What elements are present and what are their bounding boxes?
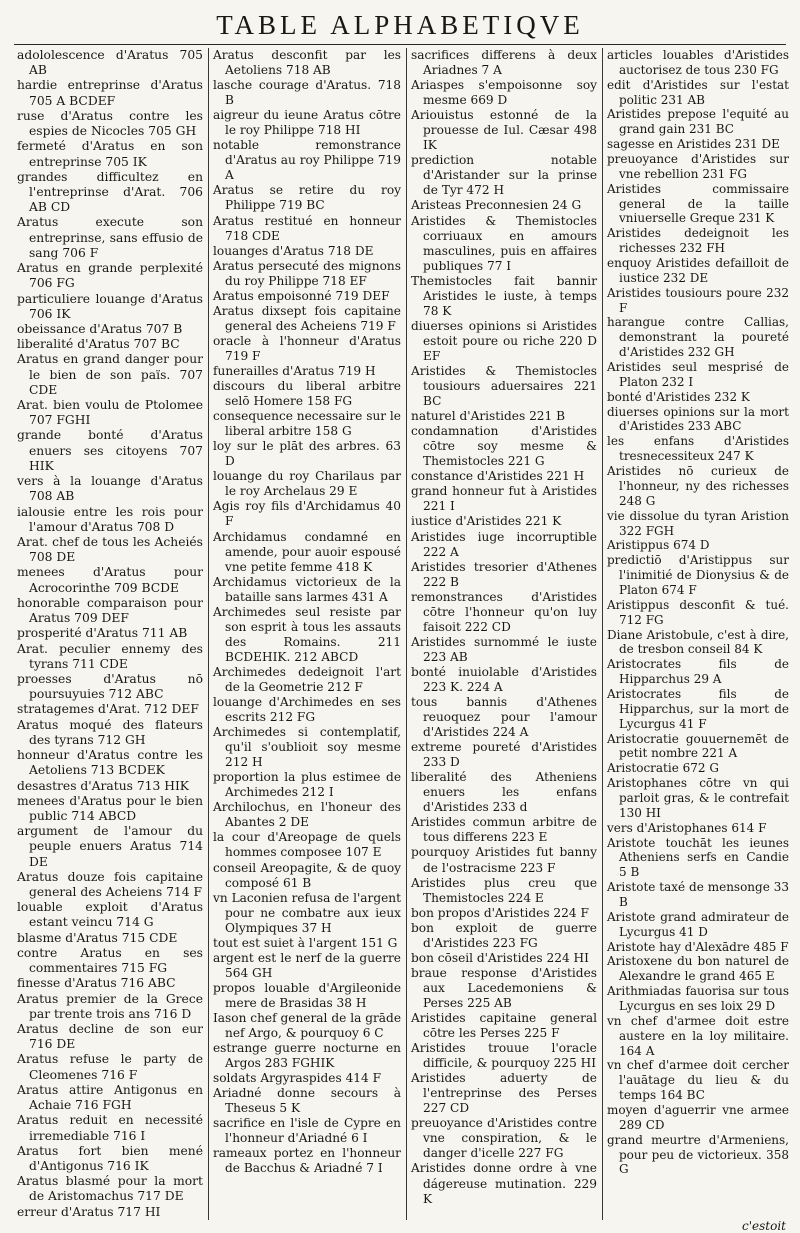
index-entry: blasme d'Aratus 715 CDE	[17, 930, 178, 945]
index-entry: Aristides & Themistocles corriuaux en amours masculines, puis en affaires publiques 77 I	[411, 213, 597, 273]
index-entry: Aratus reduit en necessité irremediable 716 I	[17, 1113, 203, 1143]
index-entry: enquoy Aristides defailloit de iustice 232 DE	[607, 256, 789, 285]
index-entry: discours du liberal arbitre selō Homere 158 FG	[213, 379, 401, 409]
index-entry: loy sur le plāt des arbres. 63 D	[213, 439, 401, 469]
index-entry: bon exploit de guerre d'Aristides 223 FG	[411, 920, 597, 950]
index-entry: conseil Areopagite, & de quoy composé 61 B	[213, 860, 401, 890]
index-entry: menees d'Aratus pour le bien public 714 ABCD	[17, 793, 203, 823]
index-entry: moyen d'aguerrir vne armee 289 CD	[607, 1103, 789, 1132]
index-entry: condamnation d'Aristides cōtre soy mesme & Themistocles 221 G	[411, 424, 597, 469]
index-entry: liberalité d'Aratus 707 BC	[17, 337, 180, 352]
index-entry: Iason chef general de la grāde nef Argo, & pourquoy 6 C	[213, 1011, 401, 1041]
catchword: c'estoit	[742, 1219, 786, 1233]
index-entry: Aratus moqué des flateurs des tyrans 712 GH	[17, 717, 203, 747]
index-entry: hardie entreprinse d'Aratus 705 A BCDEF	[17, 78, 203, 108]
index-entry: grande bonté d'Aratus enuers ses citoyens 707 HIK	[17, 428, 203, 473]
index-entry: aigreur du ieune Aratus cōtre le roy Philippe 718 HI	[213, 108, 401, 138]
index-entry: Diane Aristobule, c'est à dire, de tresbon conseil 84 K	[607, 627, 789, 657]
index-entry: proesses d'Aratus nō poursuyuies 712 ABC	[17, 671, 203, 702]
index-column-2	[210, 48, 404, 1220]
index-entry: Aratus attire Antigonus en Achaie 716 FGH	[17, 1082, 203, 1113]
index-entry: Archimedes dedeignoit l'art de la Geometrie 212 F	[213, 664, 401, 694]
index-entry: preuoyance d'Aristides contre vne conspiration, & le danger d'icelle 227 FG	[411, 1116, 597, 1161]
index-entry: oracle à l'honneur d'Aratus 719 F	[213, 333, 401, 363]
index-entry: predictiō d'Aristippus sur l'inimitié de Dionysius & de Platon 674 F	[607, 553, 789, 597]
index-entry: les enfans d'Aristides tresnecessiteux 247 K	[607, 434, 789, 464]
index-entry: proportion la plus estimee de Archimedes 212 I	[213, 770, 401, 800]
index-entry: Aristides trouue l'oracle difficile, & pourquoy 225 HI	[411, 1041, 597, 1071]
index-entry: erreur d'Aratus 717 HI	[17, 1204, 161, 1219]
index-entry: louanges d'Aratus 718 DE	[213, 243, 374, 258]
index-column-4	[604, 48, 792, 1220]
index-entry: la cour d'Areopage de quels hommes composee 107 E	[213, 830, 401, 860]
index-entry: vn chef d'armee doit estre austere en la loy militaire. 164 A	[607, 1013, 789, 1058]
index-entry: Aristote hay d'Alexādre 485 F	[607, 939, 789, 954]
index-entry: Aratus execute son entreprinse, sans effusio de sang 706 F	[17, 215, 203, 260]
index-entry: Aristides tousiours poure 232 F	[607, 285, 789, 315]
index-entry: Aratus en grande perplexité 706 FG	[17, 261, 203, 291]
index-entry: louange d'Archimedes en ses escrits 212 FG	[213, 695, 401, 725]
index-entry: extreme poureté d'Aristides 233 D	[411, 740, 597, 770]
index-entry: harangue contre Callias, demonstrant la poureté d'Aristides 232 GH	[607, 315, 789, 360]
index-entry: Aratus restitué en honneur 718 CDE	[213, 213, 401, 243]
index-entry: lasche courage d'Aratus. 718 B	[213, 78, 401, 108]
index-entry: Aristides tresorier d'Athenes 222 B	[411, 559, 597, 589]
index-entry: remonstrances d'Aristides cōtre l'honneur qu'on luy faisoit 222 CD	[411, 589, 597, 634]
index-entry: naturel d'Aristides 221 B	[411, 409, 566, 424]
header-rule	[14, 44, 786, 45]
index-entry: diuerses opinions si Aristides estoit poure ou riche 220 D EF	[411, 318, 597, 363]
index-entry: Aratus se retire du roy Philippe 719 BC	[213, 183, 401, 213]
index-entry: Aratus refuse le party de Cleomenes 716 F	[17, 1052, 203, 1082]
index-entry: Aristote touchāt les ieunes Atheniens serfs en Candie 5 B	[607, 835, 789, 880]
column-rule	[208, 48, 209, 1220]
index-entry: Aristides iuge incorruptible 222 A	[411, 529, 597, 559]
index-entry: Aratus premier de la Grece par trente trois ans 716 D	[17, 991, 203, 1021]
index-entry: Archimedes seul resiste par son esprit à tous les assauts des Romains. 211 BCDEHIK. 212 ABCD	[213, 604, 401, 664]
index-entry: bon cōseil d'Aristides 224 HI	[411, 950, 589, 965]
index-entry: vn chef d'armee doit cercher l'auātage du lieu & du temps 164 BC	[607, 1058, 789, 1103]
index-entry: Archimedes si contemplatif, qu'il s'oublioit soy mesme 212 H	[213, 725, 401, 770]
index-entry: Aratus douze fois capitaine general des Acheiens 714 F	[17, 869, 203, 900]
index-entry: Aristides capitaine general cōtre les Perses 225 F	[411, 1011, 597, 1041]
index-entry: Aristides prepose l'equité au grand gain 231 BC	[607, 107, 789, 137]
index-entry: vers d'Aristophanes 614 F	[607, 820, 767, 835]
index-entry: Aristides plus creu que Themistocles 224 E	[411, 875, 597, 905]
column-rule	[406, 48, 407, 1220]
index-column-1	[14, 48, 206, 1220]
index-entry: propos louable d'Argileonide mere de Brasidas 38 H	[213, 980, 401, 1010]
index-entry: Aratus en grand danger pour le bien de son païs. 707 CDE	[17, 352, 203, 397]
index-entry: iustice d'Aristides 221 K	[411, 514, 562, 529]
index-entry: tout est suiet à l'argent 151 G	[213, 935, 398, 950]
index-entry: notable remonstrance d'Aratus au roy Philippe 719 A	[213, 138, 401, 183]
index-entry: argument de l'amour du peuple enuers Aratus 714 DE	[17, 824, 203, 869]
index-entry: ruse d'Aratus contre les espies de Nicocles 705 GH	[17, 108, 203, 139]
index-entry: Aristides nō curieux de l'honneur, ny des richesses 248 G	[607, 464, 789, 508]
index-entry: liberalité des Atheniens enuers les enfans d'Aristides 233 d	[411, 770, 597, 815]
index-entry: Themistocles fait bannir Aristides le iuste, à temps 78 K	[411, 273, 597, 318]
index-entry: articles louables d'Aristides auctorisez de tous 230 FG	[607, 48, 789, 77]
index-entry: sagesse en Aristides 231 DE	[607, 137, 780, 152]
index-entry: consequence necessaire sur le liberal arbitre 158 G	[213, 409, 401, 439]
index-entry: funerailles d'Aratus 719 H	[213, 363, 376, 378]
index-entry: bon propos d'Aristides 224 F	[411, 905, 589, 920]
index-entry: Aristides surnommé le iuste 223 AB	[411, 634, 597, 664]
index-entry: Archidamus condamné en amende, pour auoir espousé vne petite femme 418 K	[213, 529, 401, 574]
index-entry: prosperité d'Aratus 711 AB	[17, 626, 188, 641]
index-entry: Ariaspes s'empoisonne soy mesme 669 D	[411, 78, 597, 108]
index-entry: bonté inuiolable d'Aristides 223 K. 224 A	[411, 664, 597, 694]
index-entry: Aratus persecuté des mignons du roy Philippe 718 EF	[213, 258, 401, 288]
index-entry: braue response d'Aristides aux Lacedemoniens & Perses 225 AB	[411, 965, 597, 1010]
index-entry: louable exploit d'Aratus estant veincu 714 G	[17, 900, 203, 930]
index-entry: Archidamus victorieux de la bataille sans larmes 431 A	[213, 574, 401, 604]
index-entry: sacrifices differens à deux Ariadnes 7 A	[411, 48, 597, 78]
index-entry: Aristote taxé de mensonge 33 B	[607, 880, 789, 909]
index-entry: sacrifice en l'isle de Cypre en l'honneur d'Ariadné 6 I	[213, 1116, 401, 1146]
index-entry: vn Laconien refusa de l'argent pour ne combatre aux ieux Olympiques 37 H	[213, 890, 401, 935]
index-entry: vers à la louange d'Aratus 708 AB	[17, 474, 203, 504]
index-entry: Aristocrates fils de Hipparchus, sur la mort de Lycurgus 41 F	[607, 686, 789, 731]
index-entry: obeissance d'Aratus 707 B	[17, 321, 183, 336]
index-entry: soldats Argyraspides 414 F	[213, 1071, 382, 1086]
column-rule	[602, 48, 603, 1220]
index-entry: menees d'Aratus pour Acrocorinthe 709 BCDE	[17, 565, 203, 595]
index-entry: Aristocratie 672 G	[607, 761, 719, 776]
index-entry: stratagemes d'Arat. 712 DEF	[17, 702, 199, 717]
page-title: TABLE ALPHABETIQVE	[216, 10, 584, 40]
index-entry: Ariadné donne secours à Theseus 5 K	[213, 1086, 401, 1116]
index-entry: finesse d'Aratus 716 ABC	[17, 976, 176, 991]
index-entry: rameaux portez en l'honneur de Bacchus & Ariadné 7 I	[213, 1146, 401, 1176]
index-entry: grand honneur fut à Aristides 221 I	[411, 484, 597, 514]
index-entry: Archilochus, en l'honeur des Abantes 2 DE	[213, 800, 401, 830]
index-entry: Aristides commissaire general de la taille vniuerselle Greque 231 K	[607, 181, 789, 226]
index-entry: bonté d'Aristides 232 K	[607, 389, 750, 404]
index-entry: prediction notable d'Aristander sur la prinse de Tyr 472 H	[411, 153, 597, 198]
index-entry: Arat. chef de tous les Acheiés 708 DE	[17, 535, 203, 565]
index-column-3	[408, 48, 600, 1220]
index-entry: Aristote grand admirateur de Lycurgus 41 D	[607, 909, 789, 939]
index-entry: adololescence d'Aratus 705 AB	[17, 48, 203, 78]
index-entry: Aristoxene du bon naturel de Alexandre le grand 465 E	[607, 954, 789, 984]
index-entry: Aristides & Themistocles tousiours aduersaires 221 BC	[411, 363, 597, 409]
page-header	[0, 0, 800, 46]
index-entry: particuliere louange d'Aratus 706 IK	[17, 291, 203, 321]
index-entry: Aratus fort bien mené d'Antigonus 716 IK	[17, 1143, 203, 1173]
index-entry: Aristides dedeignoit les richesses 232 FH	[607, 226, 789, 256]
index-entry: estrange guerre nocturne en Argos 283 FGHIK	[213, 1041, 401, 1071]
index-entry: Aristides commun arbitre de tous differens 223 E	[411, 815, 597, 845]
index-entry: constance d'Aristides 221 H	[411, 469, 585, 484]
index-entry: grand meurtre d'Armeniens, pour peu de victorieux. 358 G	[607, 1132, 789, 1177]
index-entry: Aristippus 674 D	[607, 538, 710, 553]
index-entry: honorable comparaison pour Aratus 709 DEF	[17, 595, 203, 626]
index-entry: Aratus dixsept fois capitaine general des Acheiens 719 F	[213, 303, 401, 333]
index-entry: diuerses opinions sur la mort d'Aristides 233 ABC	[607, 404, 789, 434]
index-entry: Arithmiadas fauorisa sur tous Lycurgus en ses loix 29 D	[607, 984, 789, 1013]
index-entry: Aristocratie gouuernemēt de petit nombre 221 A	[607, 731, 789, 761]
index-entry: fermeté d'Aratus en son entreprinse 705 IK	[17, 139, 203, 169]
index-entry: edit d'Aristides sur l'estat politic 231 AB	[607, 77, 789, 107]
index-page	[14, 48, 792, 1220]
index-entry: Aratus empoisonné 719 DEF	[213, 288, 390, 303]
index-entry: Aristocrates fils de Hipparchus 29 A	[607, 657, 789, 687]
index-entry: Aristides aduerty de l'entreprinse des Perses 227 CD	[411, 1071, 597, 1116]
index-entry: desastres d'Aratus 713 HIK	[17, 778, 189, 793]
index-entry: Aratus desconfit par les Aetoliens 718 AB	[213, 48, 401, 78]
index-entry: Aristippus desconfit & tué. 712 FG	[607, 597, 789, 627]
index-entry: ialousie entre les rois pour l'amour d'Aratus 708 D	[17, 504, 203, 534]
index-entry: grandes difficultez en l'entreprinse d'Arat. 706 AB CD	[17, 169, 203, 215]
index-entry: Aristophanes cōtre vn qui parloit gras, & le contrefait 130 HI	[607, 776, 789, 820]
index-entry: Aratus decline de son eur 716 DE	[17, 1022, 203, 1052]
index-entry: honneur d'Aratus contre les Aetoliens 713 BCDEK	[17, 748, 203, 778]
index-entry: Aristides seul mesprisé de Platon 232 I	[607, 360, 789, 389]
index-entry: Aristeas Preconnesien 24 G	[411, 198, 582, 213]
index-entry: pourquoy Aristides fut banny de l'ostracisme 223 F	[411, 845, 597, 875]
index-entry: contre Aratus en ses commentaires 715 FG	[17, 945, 203, 976]
index-entry: Aratus blasmé pour la mort de Aristomachus 717 DE	[17, 1174, 203, 1204]
index-entry: Agis roy fils d'Archidamus 40 F	[213, 499, 401, 529]
index-entry: vie dissolue du tyran Aristion 322 FGH	[607, 508, 789, 538]
index-entry: Arat. peculier ennemy des tyrans 711 CDE	[17, 641, 203, 671]
index-entry: louange du roy Charilaus par le roy Archelaus 29 E	[213, 469, 401, 499]
index-entry: tous bannis d'Athenes reuoquez pour l'amour d'Aristides 224 A	[411, 695, 597, 740]
index-entry: Arat. bien voulu de Ptolomee 707 FGHI	[17, 398, 203, 428]
index-entry: Ariouistus estonné de la prouesse de Iul. Cæsar 498 IK	[411, 108, 597, 153]
index-entry: Aristides donne ordre à vne dágereuse mutination. 229 K	[411, 1161, 597, 1206]
index-entry: argent est le nerf de la guerre 564 GH	[213, 950, 401, 980]
index-entry: preuoyance d'Aristides sur vne rebellion 231 FG	[607, 152, 789, 181]
